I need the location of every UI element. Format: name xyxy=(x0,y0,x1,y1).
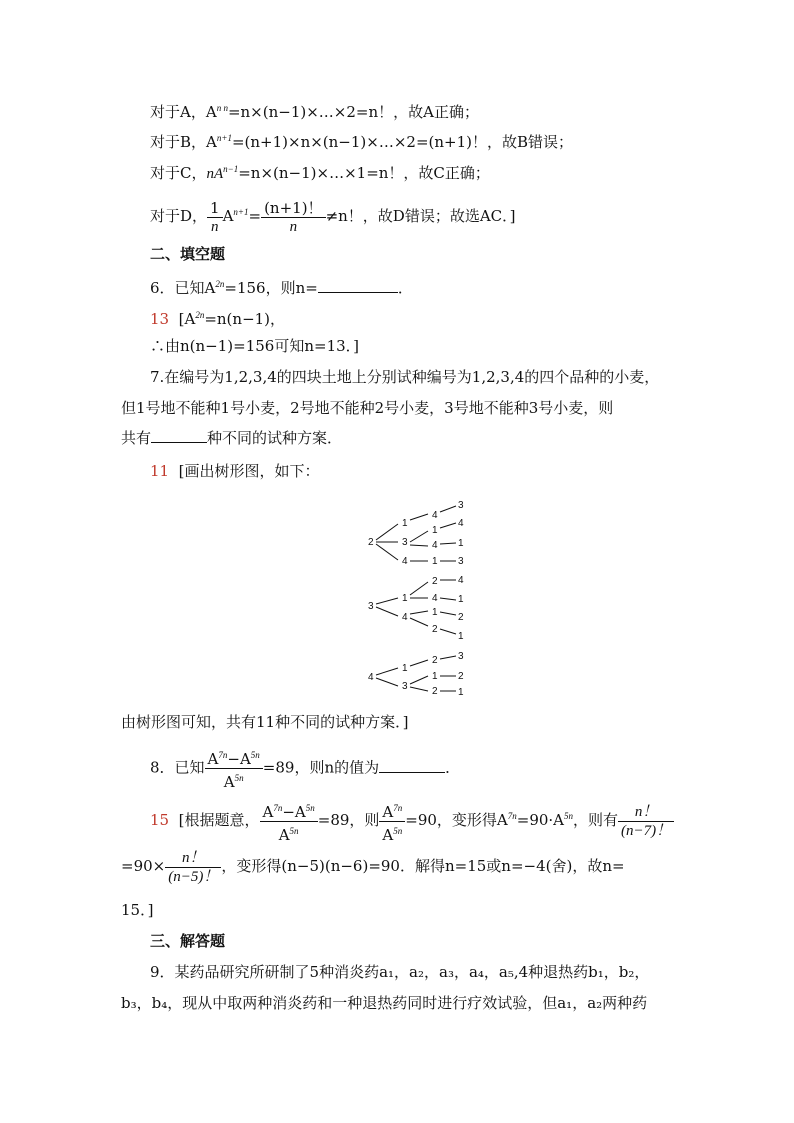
tree-node: 2 xyxy=(458,612,464,623)
option-d-fraction-2 xyxy=(261,199,325,236)
tree-node: 4 xyxy=(432,540,438,551)
q8-frac-den xyxy=(205,769,263,791)
tree-node: 3 xyxy=(402,537,408,548)
q8-answer-p3: =90，变形得A xyxy=(405,811,508,829)
q8-ans-fc-den: (n−7)！ xyxy=(621,822,672,839)
tree-node: 3 xyxy=(458,500,464,511)
option-c-text: =n×(n−1)×…×1=n！，故C正确； xyxy=(238,164,490,182)
tree-node: 1 xyxy=(432,556,438,567)
q6-blank[interactable] xyxy=(318,278,398,293)
option-d-sup: n+1 xyxy=(233,207,249,217)
q8-ans-fc-num: n！ xyxy=(618,803,674,822)
option-c-sup: n−1 xyxy=(223,164,239,174)
tree-node: 4 xyxy=(458,575,464,586)
tree-node: 1 xyxy=(458,538,464,549)
tree-node: 4 xyxy=(368,672,374,683)
tree-node: 4 xyxy=(432,510,438,521)
tree-node: 4 xyxy=(458,518,464,529)
q8-answer-line2-b: ，变形得(n−5)(n−6)=90．解得n=15或n=−4(舍)，故n= xyxy=(221,857,625,875)
q8-blank[interactable] xyxy=(379,758,445,773)
q8-ans-fb-A: A xyxy=(382,802,394,821)
option-a-label: 对于A， xyxy=(150,103,206,121)
option-d-line xyxy=(150,192,515,236)
q8-ans-fd-den: (n−5)！ xyxy=(168,868,219,885)
option-b-text: =(n+1)×n×(n−1)×…×2=(n+1)！，故B错误； xyxy=(231,133,574,151)
q8-ans-fa-mid: −A xyxy=(282,802,306,821)
q8-ans-fa-den-sup: 5n xyxy=(289,825,299,836)
option-d-eq: = xyxy=(248,207,262,225)
q8-ans-fb-sup: 7n xyxy=(393,802,403,813)
tree-node: 2 xyxy=(432,686,438,697)
option-d-text: ≠n！，故D错误；故选AC．] xyxy=(325,207,516,225)
option-c-label: 对于C， xyxy=(150,164,207,182)
q8-num-mid: −A xyxy=(227,750,251,768)
tree-node: 3 xyxy=(458,556,464,567)
option-d-frac1-num: 1 xyxy=(207,199,223,218)
q6-sup: 2n xyxy=(215,279,225,289)
q6-answer-line-2: ∴由n(n−1)=156可知n=13．] xyxy=(150,337,360,355)
option-c-line xyxy=(150,159,490,184)
tree-node: 1 xyxy=(402,663,408,674)
q8-answer-p2: =89，则 xyxy=(317,811,380,829)
q8-answer-fraction-b xyxy=(379,799,405,844)
q6-answer-rest: =n(n−1)， xyxy=(204,310,286,328)
q6-answer-value: 13 xyxy=(150,310,170,328)
tree-node: 1 xyxy=(402,593,408,604)
section-heading-fill-blank: 二、填空题 xyxy=(150,245,226,263)
option-a-text: =n×(n−1)×…×2=n！，故A正确； xyxy=(227,103,479,121)
tree-node: 1 xyxy=(458,631,464,642)
q8-answer-value: 15 xyxy=(150,811,170,829)
tree-node: 1 xyxy=(432,525,438,536)
q8-answer-line-2 xyxy=(121,846,625,886)
option-b-sup: n+1 xyxy=(216,133,232,143)
question-8 xyxy=(150,746,460,791)
option-d-A: A xyxy=(222,207,234,225)
question-6 xyxy=(150,274,413,298)
q8-answer-p5: ，则有 xyxy=(573,811,619,829)
q8-ans-fb-den-sup: 5n xyxy=(393,825,403,836)
q8-ans-fa-A1: A xyxy=(262,802,274,821)
tree-node: 2 xyxy=(432,576,438,587)
q8-ans-fd-num: n！ xyxy=(165,849,221,868)
q8-answer-p4: =90·A xyxy=(516,811,565,829)
tree-node: 4 xyxy=(432,593,438,604)
q6-answer-text: [A xyxy=(178,310,196,328)
q9-line-2: b₃，b₄，现从中取两种消炎药和一种退热药同时进行疗效试验，但a₁，a₂两种药 xyxy=(121,994,648,1012)
q7-line-2: 但1号地不能种1号小麦，2号地不能种2号小麦，3号地不能种3号小麦，则 xyxy=(121,399,614,417)
option-d-label: 对于D， xyxy=(150,207,208,225)
tree-node: 3 xyxy=(402,681,408,692)
option-d-frac2-den: n xyxy=(289,218,298,235)
option-a-A: A xyxy=(205,103,217,121)
q8-answer-fraction-a xyxy=(260,799,318,844)
tree-node: 4 xyxy=(402,612,408,623)
q8-answer-fraction-c xyxy=(618,803,674,840)
option-b-label: 对于B， xyxy=(150,133,207,151)
tree-node: 3 xyxy=(368,601,374,612)
q8-num-sup1: 7n xyxy=(218,750,228,760)
q7-answer-text: [画出树形图，如下： xyxy=(178,462,320,480)
q8-answer-fraction-d xyxy=(165,849,221,886)
q7-answer-conclusion: 由树形图可知，共有11种不同的试种方案．] xyxy=(121,713,409,731)
q8-answer-line2-a: =90× xyxy=(121,857,166,875)
option-c-nA: nA xyxy=(206,166,224,182)
q7-answer-line xyxy=(150,461,320,481)
q9-line-1: 9．某药品研究所研制了5种消炎药a₁，a₂，a₃，a₄，a₅,4种退热药b₁，b₂， xyxy=(150,963,650,981)
q7-line-1: 7.在编号为1,2,3,4的四块土地上分别试种编号为1,2,3,4的四个品种的小麦， xyxy=(150,368,660,386)
q8-answer-p4-sup: 5n xyxy=(564,811,574,821)
tree-node: 1 xyxy=(458,594,464,605)
q8-answer-line-3: 15．] xyxy=(121,901,154,919)
tree-node: 1 xyxy=(432,607,438,618)
option-d-frac2-num: (n+1)！ xyxy=(261,199,325,218)
q8-ans-fb-den xyxy=(379,822,405,844)
option-b-A: A xyxy=(206,133,217,151)
tree-node: 1 xyxy=(432,671,438,682)
tree-node: 3 xyxy=(458,651,464,662)
option-d-frac1-den: n xyxy=(211,218,219,235)
q8-den-sup: 5n xyxy=(234,773,244,783)
q8-answer-p1: [根据题意， xyxy=(178,811,260,829)
option-a-line xyxy=(150,98,479,122)
q7-line-3-b: 种不同的试种方案． xyxy=(207,429,343,447)
option-b-line xyxy=(150,128,573,152)
tree-node: 2 xyxy=(458,671,464,682)
q8-ans-fa-num xyxy=(260,799,318,822)
tree-node: 1 xyxy=(458,687,464,698)
tree-diagram xyxy=(360,498,480,698)
q6-text: 6．已知A xyxy=(150,279,216,297)
tree-node: 2 xyxy=(432,655,438,666)
tree-node: 4 xyxy=(402,556,408,567)
q8-prefix: 8．已知 xyxy=(150,758,205,777)
q8-ans-fa-sup2: 5n xyxy=(305,802,315,813)
q8-frac-num xyxy=(205,746,263,769)
q8-num-A1: A xyxy=(207,750,219,768)
q6-rest: =156，则n= xyxy=(224,279,318,297)
q7-blank[interactable] xyxy=(151,428,207,443)
q6-answer-line xyxy=(150,305,285,329)
option-d-fraction-1 xyxy=(207,199,223,236)
q8-ans-fa-den-A: A xyxy=(278,825,290,844)
tree-node: 2 xyxy=(432,624,438,635)
q8-rest: =89，则n的值为 xyxy=(262,758,380,777)
q8-answer-line-1 xyxy=(150,796,674,844)
option-a-sup: n n xyxy=(216,103,228,113)
q8-den-A: A xyxy=(223,773,235,791)
q8-answer-p3-sup: 7n xyxy=(507,811,517,821)
q6-end: ． xyxy=(397,279,413,297)
q8-ans-fa-den xyxy=(260,822,318,844)
q8-fraction xyxy=(205,746,263,791)
q8-ans-fb-den-A: A xyxy=(382,825,394,844)
q8-num-sup2: 5n xyxy=(250,750,260,760)
tree-node: 2 xyxy=(368,537,374,548)
q8-ans-fa-sup1: 7n xyxy=(273,802,283,813)
q8-ans-fb-num xyxy=(379,799,405,822)
q7-line-3 xyxy=(121,428,342,448)
tree-node: 1 xyxy=(402,518,408,529)
q7-answer-value: 11 xyxy=(150,462,170,480)
q6-answer-sup: 2n xyxy=(195,310,205,320)
q7-line-3-a: 共有 xyxy=(121,429,152,447)
q8-end: ． xyxy=(445,758,461,777)
section-heading-solutions: 三、解答题 xyxy=(150,932,226,950)
